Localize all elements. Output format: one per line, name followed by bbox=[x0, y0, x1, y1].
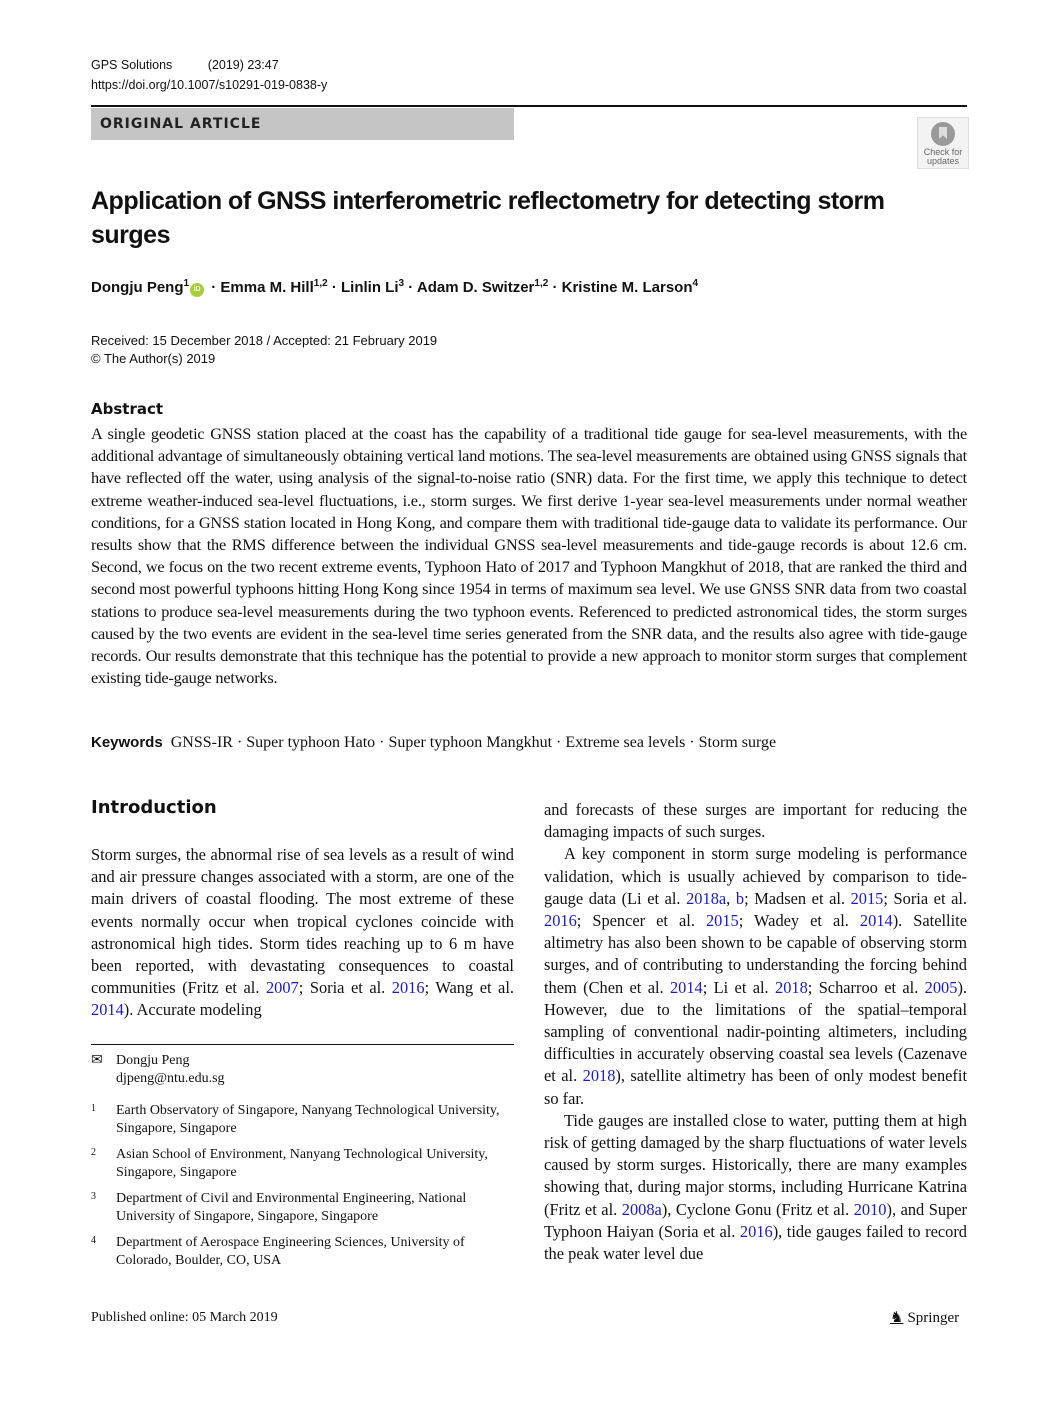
author-list: Dongju Peng$^1$iD · Emma M. Hill$^{1,2}$ · Linlin $Li^3$ · Adam D. Switzer$^{1,2}$ · Kristine M. Larson$^4$ bbox=[91, 278, 699, 296]
bookmark-circle-icon bbox=[931, 122, 955, 146]
citation-link[interactable]: 2010 bbox=[853, 1199, 887, 1219]
received-accepted: Received: 15 December 2018 / Accepted: 21 February 2019 bbox=[91, 333, 438, 348]
intro-right-column bbox=[544, 799, 967, 1265]
citation-link[interactable]: 2016 bbox=[391, 978, 425, 998]
author[interactable]: Emma M. Hill$^{1,2}$ bbox=[220, 278, 328, 296]
author[interactable]: Kristine M. Larson$^4$ bbox=[561, 278, 699, 296]
keywords-label: Keywords bbox=[91, 734, 163, 751]
citation-link[interactable]: 2018 bbox=[775, 977, 808, 997]
citation-link[interactable]: b bbox=[735, 888, 745, 908]
author[interactable]: Dongju Peng$^1$ bbox=[91, 278, 190, 296]
citation-link[interactable]: 2016 bbox=[544, 911, 577, 931]
journal-volume: (2019) 23:47 bbox=[207, 58, 279, 72]
publisher-logo bbox=[890, 1308, 959, 1327]
article-type: ORIGINAL ARTICLE bbox=[100, 116, 262, 132]
citation-link[interactable]: 2018 bbox=[582, 1066, 616, 1086]
abstract-text: A single geodetic GNSS station placed at the coast has the capability of a traditional tide gauge for sea-level measurements, with the additional advantage of simultaneously obtaining vertical land motions. The sea-level measurements are obtained using GNSS signals that have reflected off the water, using analysis of the signal-to-noise ratio (SNR) data. For the first time, we apply this technique to detect extreme weather-induced sea-level fluctuations, i.e., storm surges. We first derive 1-year sea-level measurements under normal weather conditions, for a GNSS station located in Hong Kong, and compare them with traditional tide-gauge data to validate its performance. Our results show that the RMS difference between the individual GNSS sea-level measurements and tide-gauge records is about 12.6 cm. Second, we focus on the two recent extreme events, Typhoon Hato of 2017 and Typhoon Mangkhut of 2018, that are ranked the third and second most powerful typhoons hitting Hong Kong since 1954 in terms of maximum sea level. We use GNSS SNR data from two coastal stations to produce sea-level measurements during the two typhoon events. Referenced to predicted astronomical tides, the storm surges caused by the two events are evident in the sea-level time series generated from the SNR data, and the results also agree with tide-gauge records. Our results demonstrate that this technique has the potential to provide a new approach to monitor storm surges that complement existing tide-gauge networks. bbox=[91, 424, 967, 688]
intro-paragraph: and forecasts of these surges are important for reducing the damaging impacts of such surges. bbox=[544, 800, 967, 842]
citation-link[interactable]: 2014 bbox=[91, 1000, 124, 1020]
check-for-updates-button[interactable] bbox=[917, 117, 969, 169]
affiliation: 4 Department of Aerospace Engineering Sciences, University of Colorado, Boulder, CO, USA bbox=[91, 1235, 465, 1268]
dates-block bbox=[91, 332, 437, 368]
citation-link[interactable]: 2015 bbox=[850, 888, 884, 908]
intro-paragraph: A key component in storm surge modeling is performance validation, which is usually achieved by comparison to tide-gauge data (Li et al. 2018a, b; Madsen et al. 2015; Soria et al. 2016; Spencer et al. 2015; Wadey et al. 2014). Satellite altimetry has also been shown to be capable of observing storm surges, and of contributing to understanding the forcing behind them (Chen et al. 2014; Li et al. 2018; Scharroo et al. 2005). However, due to the limitations of the spatial–temporal sampling of conventional nadir-pointing altimeters, including difficulties in accurately observing coastal sea levels (Cazenave et al. 2018), satellite altimetry has been of only modest benefit so far. bbox=[544, 844, 968, 1108]
footnote-rule bbox=[91, 1044, 514, 1045]
citation-link[interactable]: 2007 bbox=[265, 978, 299, 998]
article-type-banner bbox=[91, 108, 514, 140]
author[interactable]: Linlin Li$^3$ bbox=[341, 278, 405, 296]
check-updates-label: Check for updates bbox=[923, 147, 963, 166]
corresponding-email[interactable]: djpeng@ntu.edu.sg bbox=[116, 1071, 225, 1086]
footnotes bbox=[91, 1052, 514, 1278]
introduction-heading: Introduction bbox=[91, 797, 217, 818]
corresponding-author bbox=[91, 1052, 514, 1088]
citation-link[interactable]: 2005 bbox=[924, 977, 958, 997]
header-rule bbox=[91, 105, 967, 107]
affiliation: 3 Department of Civil and Environmental Engineering, National University of Singapore, Singapore, Singapore bbox=[91, 1191, 467, 1224]
doi-link[interactable]: https://doi.org/10.1007/s10291-019-0838-y bbox=[91, 78, 328, 92]
citation-link[interactable]: 2015 bbox=[705, 911, 739, 931]
author[interactable]: Adam D. Switzer$^{1,2}$ bbox=[416, 278, 549, 296]
journal-line bbox=[91, 56, 279, 75]
citation-link[interactable]: 2014 bbox=[669, 977, 703, 997]
citation-link[interactable]: 2016 bbox=[739, 1221, 773, 1241]
paper-title: Application of GNSS interferometric reflectometry for detecting storm surges bbox=[91, 187, 885, 249]
keywords bbox=[91, 734, 776, 752]
citation-link[interactable]: 2008a bbox=[621, 1199, 662, 1219]
journal-name: GPS Solutions bbox=[91, 58, 173, 72]
published-date: Published online: 05 March 2019 bbox=[91, 1310, 278, 1325]
citation-link[interactable]: 2018a bbox=[686, 888, 727, 908]
citation-link[interactable]: 2014 bbox=[859, 911, 893, 931]
affiliation: 2 Asian School of Environment, Nanyang Technological University, Singapore, Singapore bbox=[91, 1147, 488, 1180]
intro-paragraph: Storm surges, the abnormal rise of sea levels as a result of wind and air pressure changes associated with a storm, are one of the main drivers of coastal flooding. The most extreme of these events normally occur when tropical cyclones coincide with astronomical high tides. Storm tides reaching up to 6 m have been reported, with devastating consequences to coastal communities (Fritz et al. 2007; Soria et al. 2016; Wang et al. 2014). Accurate modeling bbox=[91, 845, 514, 1020]
publisher-name: Springer bbox=[907, 1310, 960, 1326]
envelope-icon: ✉ bbox=[91, 1053, 103, 1068]
corresponding-name: Dongju Peng bbox=[116, 1053, 190, 1068]
intro-paragraph: Tide gauges are installed close to water, putting them at high risk of getting damaged by the sharp fluctuations of water levels caused by storm surges. Historically, there are many examples showing that, during major storms, including Hurricane Katrina (Fritz et al. 2008a), Cyclone Gonu (Fritz et al. 2010), and Super Typhoon Haiyan (Soria et al. 2016), tide gauges failed to record the peak water level due bbox=[544, 1110, 968, 1264]
orcid-icon[interactable]: iD bbox=[190, 283, 204, 297]
affiliation: 1 Earth Observatory of Singapore, Nanyang Technological University, Singapore, Singapore bbox=[91, 1103, 500, 1136]
copyright: © The Author(s) 2019 bbox=[91, 351, 216, 366]
keywords-list: GNSS-IR · Super typhoon Hato · Super typhoon Mangkhut · Extreme sea levels · Storm surge bbox=[170, 734, 777, 751]
intro-left-column bbox=[91, 844, 514, 1022]
springer-horse-icon: ♞ bbox=[890, 1310, 904, 1326]
abstract-heading: Abstract bbox=[91, 400, 164, 418]
